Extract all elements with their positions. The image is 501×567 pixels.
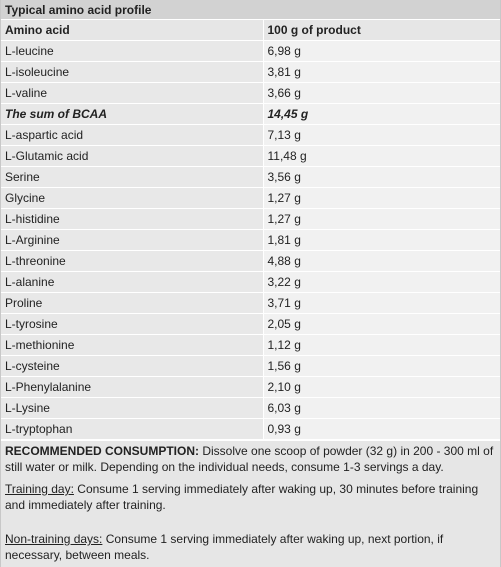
amino-acid-name: L-Lysine [1, 398, 263, 419]
amino-acid-amount: 1,81 g [263, 230, 500, 251]
amino-acid-amount: 7,13 g [263, 125, 500, 146]
table-header-row [1, 20, 500, 41]
table-row [1, 293, 500, 314]
table-row [1, 314, 500, 335]
usage-notes [1, 440, 500, 567]
table-row [1, 125, 500, 146]
amino-acid-amount: 1,27 g [263, 209, 500, 230]
table-row [1, 104, 500, 125]
table-row [1, 335, 500, 356]
amino-acid-amount: 3,66 g [263, 83, 500, 104]
table-row [1, 272, 500, 293]
non-training-days-text: Consume 1 serving immediately after waking up, next portion, if necessary, between meals. [5, 532, 444, 562]
table-row [1, 251, 500, 272]
non-training-days-note [5, 531, 494, 563]
amino-acid-amount: 6,98 g [263, 41, 500, 62]
amino-acid-amount: 4,88 g [263, 251, 500, 272]
amino-acid-amount: 3,81 g [263, 62, 500, 83]
amino-acid-amount: 1,56 g [263, 356, 500, 377]
amino-acid-name: L-cysteine [1, 356, 263, 377]
amino-acid-name: L-histidine [1, 209, 263, 230]
training-day-text: Consume 1 serving immediately after waking up, 30 minutes before training and immediately after training. [5, 482, 479, 512]
table-row [1, 398, 500, 419]
table-row [1, 41, 500, 62]
amino-acid-amount: 11,48 g [263, 146, 500, 167]
table-caption-row [1, 0, 500, 20]
table-row [1, 146, 500, 167]
recommended-consumption [5, 443, 494, 475]
table-row [1, 419, 500, 440]
training-day-note [5, 481, 494, 513]
amino-acid-amount: 1,12 g [263, 335, 500, 356]
table-row [1, 62, 500, 83]
table-row [1, 356, 500, 377]
amino-acid-name: L-methionine [1, 335, 263, 356]
amino-acid-name: L-Glutamic acid [1, 146, 263, 167]
table-row [1, 188, 500, 209]
table-caption: Typical amino acid profile [1, 0, 500, 20]
amino-acid-amount: 3,22 g [263, 272, 500, 293]
table-row [1, 167, 500, 188]
amino-acid-amount: 6,03 g [263, 398, 500, 419]
table-row [1, 377, 500, 398]
amino-acid-name: The sum of BCAA [1, 104, 263, 125]
recommended-text: Dissolve one scoop of powder (32 g) in 200 - 300 ml of still water or milk. Depending on the individual needs, consume 1-3 servings a day. [5, 444, 494, 474]
table-row [1, 230, 500, 251]
amino-acid-amount: 2,10 g [263, 377, 500, 398]
amino-acid-name: Proline [1, 293, 263, 314]
amino-acid-name: L-isoleucine [1, 62, 263, 83]
column-header-amino-acid: Amino acid [1, 20, 263, 41]
amino-acid-amount: 14,45 g [263, 104, 500, 125]
table-row [1, 209, 500, 230]
table-row [1, 83, 500, 104]
amino-acid-name: L-Phenylalanine [1, 377, 263, 398]
amino-acid-amount: 0,93 g [263, 419, 500, 440]
amino-acid-name: L-threonine [1, 251, 263, 272]
amino-acid-name: Serine [1, 167, 263, 188]
amino-acid-name: Glycine [1, 188, 263, 209]
amino-acid-table [1, 0, 500, 440]
amino-acid-name: L-alanine [1, 272, 263, 293]
amino-acid-amount: 3,71 g [263, 293, 500, 314]
recommended-label: RECOMMENDED CONSUMPTION: [5, 444, 199, 458]
amino-acid-amount: 3,56 g [263, 167, 500, 188]
amino-acid-name: L-aspartic acid [1, 125, 263, 146]
amino-acid-amount: 1,27 g [263, 188, 500, 209]
amino-acid-amount: 2,05 g [263, 314, 500, 335]
amino-acid-name: L-tyrosine [1, 314, 263, 335]
non-training-days-label: Non-training days: [5, 532, 103, 546]
amino-acid-name: L-Arginine [1, 230, 263, 251]
amino-acid-name: L-valine [1, 83, 263, 104]
amino-acid-name: L-leucine [1, 41, 263, 62]
training-day-label: Training day: [5, 482, 74, 496]
amino-acid-name: L-tryptophan [1, 419, 263, 440]
column-header-per-100g: 100 g of product [263, 20, 500, 41]
